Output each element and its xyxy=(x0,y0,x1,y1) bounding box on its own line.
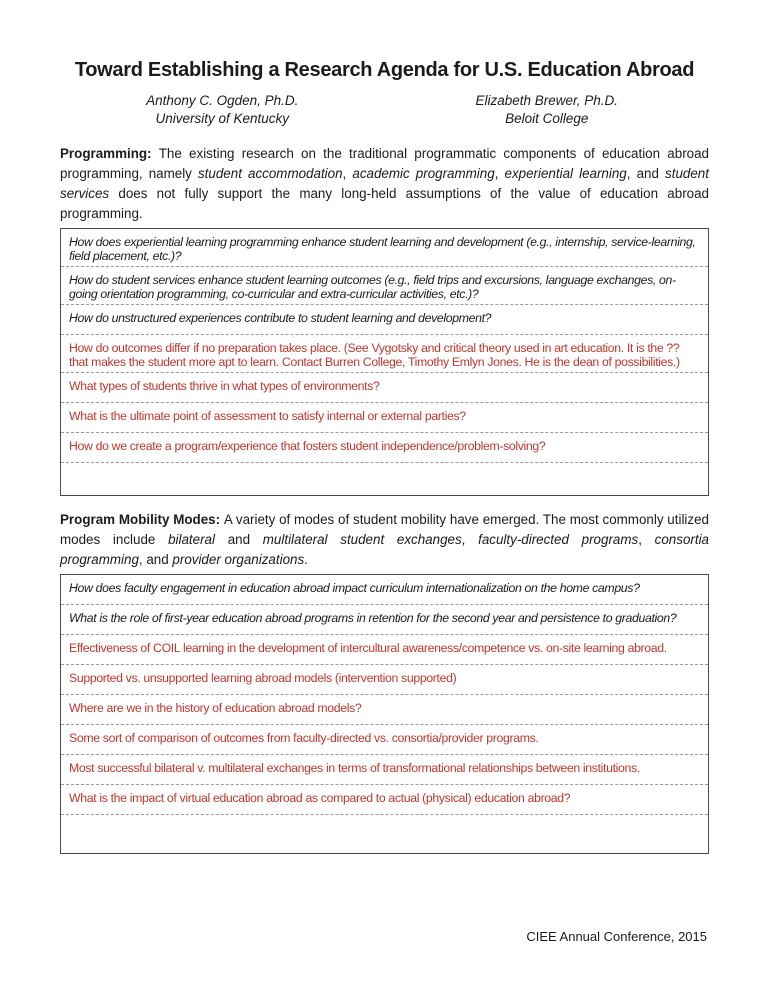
text-run: , and xyxy=(626,166,666,181)
question-row: What types of students thrive in what types of environments? xyxy=(61,372,708,402)
text-run: multilateral student exchanges xyxy=(262,532,462,547)
empty-row xyxy=(61,462,708,495)
text-run: , xyxy=(638,532,655,547)
question-row: Where are we in the history of education abroad models? xyxy=(61,694,708,724)
text-run: student accommodation xyxy=(197,166,343,181)
text-run: , xyxy=(461,532,479,547)
question-row: What is the ultimate point of assessment to satisfy internal or external parties? xyxy=(61,402,708,432)
question-row: What is the role of first-year education abroad programs in retention for the second year and persistence to graduation? xyxy=(61,604,708,634)
text-run: The existing research on the traditional programmatic components of education abroad programming, namely xyxy=(60,146,709,181)
text-run: A variety of modes of student mobility have emerged. The most commonly utilized modes include xyxy=(60,512,709,547)
question-row: Most successful bilateral v. multilateral exchanges in terms of transformational relationships between institutions. xyxy=(61,754,708,784)
text-run: bilateral xyxy=(168,532,215,547)
text-run: , xyxy=(342,166,353,181)
mobility-modes-intro-paragraph xyxy=(60,510,709,570)
author-affiliation: University of Kentucky xyxy=(155,111,290,126)
question-row: How do unstructured experiences contribute to student learning and development? xyxy=(61,304,708,334)
question-row: How does experiential learning programming enhance student learning and development (e.g., internship, service-learning, field placement, etc.)? xyxy=(69,235,696,263)
question-row: Effectiveness of COIL learning in the development of intercultural awareness/competence vs. on-site learning abroad. xyxy=(61,634,708,664)
author-right xyxy=(385,92,710,128)
empty-row xyxy=(61,814,708,853)
text-run: . xyxy=(304,552,308,567)
text-run: Programming: xyxy=(60,146,159,161)
question-row: How do we create a program/experience that fosters student independence/problem-solving? xyxy=(61,432,708,462)
author-name: Anthony C. Ogden, Ph.D. xyxy=(146,93,299,108)
author-name: Elizabeth Brewer, Ph.D. xyxy=(475,93,619,108)
question-row: How does faculty engagement in education abroad impact curriculum internationalization on the home campus? xyxy=(69,581,640,595)
question-row: How do student services enhance student learning outcomes (e.g., field trips and excursions, language exchanges, on-going orientation programming, co-curricular and extra-curricular activities, etc.)? xyxy=(61,266,708,304)
page-title: Toward Establishing a Research Agenda for U.S. Education Abroad xyxy=(74,59,695,81)
text-run: , xyxy=(494,166,505,181)
author-affiliation: Beloit College xyxy=(505,111,589,126)
author-left xyxy=(60,92,385,128)
programming-intro-paragraph xyxy=(60,144,709,224)
text-run: Program Mobility Modes: xyxy=(60,512,224,527)
footer-conference-note: CIEE Annual Conference, 2015 xyxy=(526,929,707,944)
text-run: does not fully support the many long-held assumptions of the value of education abroad programming. xyxy=(60,186,709,221)
mobility-modes-questions-table xyxy=(60,574,709,854)
text-run: , and xyxy=(138,552,173,567)
text-run: experiential learning xyxy=(504,166,627,181)
question-row: Some sort of comparison of outcomes from faculty-directed vs. consortia/provider programs. xyxy=(61,724,708,754)
question-row: What is the impact of virtual education abroad as compared to actual (physical) education abroad? xyxy=(61,784,708,814)
text-run: and xyxy=(214,532,263,547)
question-row: How do outcomes differ if no preparation takes place. (See Vygotsky and critical theory used in art education. It is the ?? that makes the student more apt to learn. Contact Burren College, Timothy Emlyn Jones. He is the dean of possibilities.) xyxy=(61,334,708,372)
text-run: academic programming xyxy=(352,166,495,181)
programming-questions-table xyxy=(60,228,709,496)
text-run: provider organizations xyxy=(172,552,305,567)
text-run: student services xyxy=(60,166,709,201)
authors-block xyxy=(60,92,709,128)
text-run: consortia programming xyxy=(60,532,709,567)
text-run: faculty-directed programs xyxy=(478,532,639,547)
question-row: Supported vs. unsupported learning abroad models (intervention supported) xyxy=(61,664,708,694)
